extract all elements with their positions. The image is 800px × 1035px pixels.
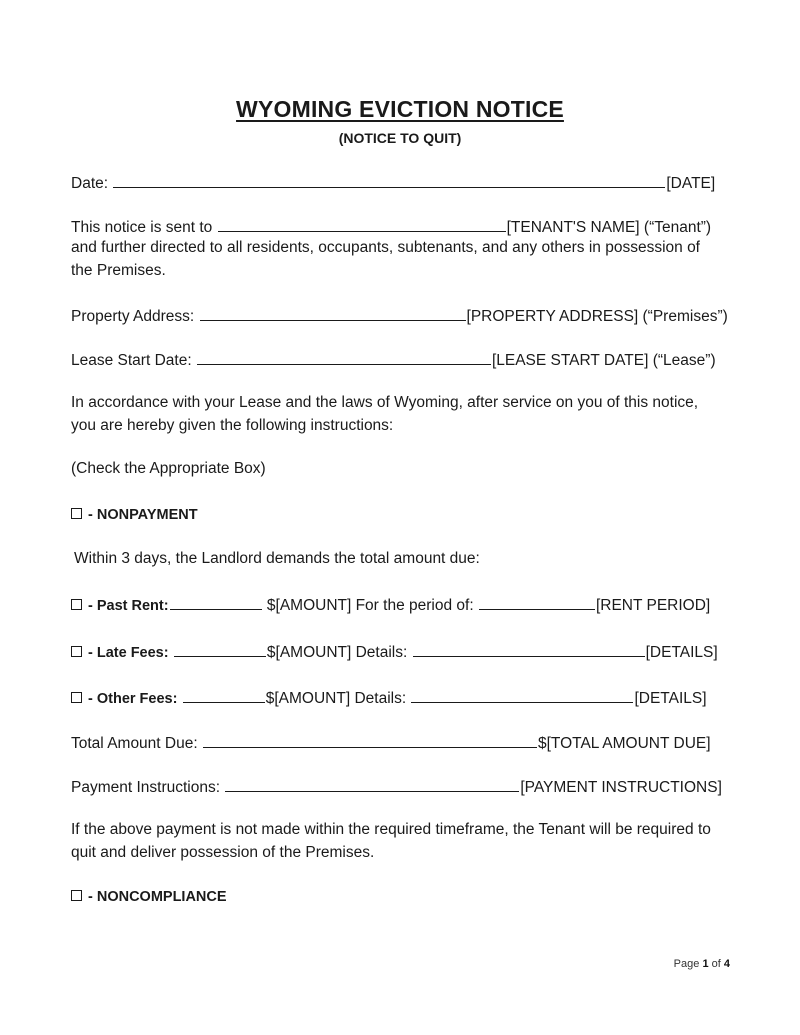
- late-fees-label: - Late Fees:: [88, 645, 169, 661]
- document-subtitle: (NOTICE TO QUIT): [338, 130, 462, 146]
- other-fees-blank[interactable]: [183, 686, 265, 703]
- total-due-line: [71, 731, 731, 755]
- lease-start-placeholder: [LEASE START DATE] (“Lease”): [491, 352, 716, 369]
- accordance-paragraph: In accordance with your Lease and the laws of Wyoming, after service on you of this notice, you are hereby given the following instructions:: [71, 394, 699, 434]
- page-number: [674, 958, 730, 970]
- page-total: 4: [723, 958, 730, 970]
- other-fees-checkbox[interactable]: [71, 692, 82, 703]
- late-fees-line: [71, 640, 731, 664]
- noncompliance-checkbox[interactable]: [71, 890, 82, 901]
- other-fees-label: - Other Fees:: [88, 691, 178, 707]
- other-fees-line: [71, 686, 731, 710]
- nonpayment-heading: [71, 504, 731, 526]
- late-fees-details-blank[interactable]: [413, 640, 645, 657]
- nonpayment-checkbox[interactable]: [71, 508, 82, 519]
- noncompliance-heading-text: - NONCOMPLIANCE: [88, 889, 227, 905]
- document-title: WYOMING EVICTION NOTICE: [236, 96, 564, 122]
- past-rent-amount: $[AMOUNT] For the period of:: [266, 597, 474, 614]
- past-rent-line: [71, 593, 731, 617]
- total-due-label: Total Amount Due:: [71, 735, 198, 752]
- date-placeholder: [DATE]: [666, 175, 716, 192]
- rent-period-blank[interactable]: [479, 593, 595, 610]
- tenant-continuation: and further directed to all residents, occupants, subtenants, and any others in possession of the Premises.: [71, 239, 700, 279]
- late-fees-placeholder: [DETAILS]: [645, 644, 718, 661]
- rent-period-placeholder: [RENT PERIOD]: [595, 597, 711, 614]
- tenant-placeholder: [TENANT'S NAME] (“Tenant”): [506, 219, 712, 236]
- payment-instructions-label: Payment Instructions:: [71, 779, 221, 796]
- late-fees-blank[interactable]: [174, 640, 266, 657]
- other-fees-details-blank[interactable]: [411, 686, 633, 703]
- tenant-line: [71, 215, 731, 239]
- lease-start-line: [71, 348, 731, 372]
- property-address-blank[interactable]: [200, 304, 466, 321]
- page-current: 1: [702, 958, 709, 970]
- property-address-label: Property Address:: [71, 308, 195, 325]
- property-address-line: [71, 304, 731, 328]
- date-line: [71, 171, 731, 195]
- page-of-word: of: [711, 958, 721, 970]
- tenant-name-blank[interactable]: [218, 215, 506, 232]
- total-due-blank[interactable]: [203, 731, 537, 748]
- page-word: Page: [673, 958, 700, 970]
- consequence-paragraph: If the above payment is not made within the required timeframe, the Tenant will be required to quit and deliver possession of the Premises.: [71, 821, 711, 861]
- date-label: Date:: [71, 175, 109, 192]
- payment-instructions-line: [71, 775, 731, 799]
- past-rent-label: - Past Rent:: [88, 598, 169, 614]
- nonpayment-heading-text: - NONPAYMENT: [88, 507, 198, 523]
- demand-text: Within 3 days, the Landlord demands the total amount due:: [74, 550, 480, 567]
- noncompliance-heading: [71, 886, 731, 908]
- late-fees-checkbox[interactable]: [71, 646, 82, 657]
- past-rent-checkbox[interactable]: [71, 599, 82, 610]
- lease-start-label: Lease Start Date:: [71, 352, 192, 369]
- total-due-placeholder: $[TOTAL AMOUNT DUE]: [537, 735, 711, 752]
- lease-start-blank[interactable]: [197, 348, 491, 365]
- payment-instructions-placeholder: [PAYMENT INSTRUCTIONS]: [520, 779, 722, 796]
- late-fees-amount: $[AMOUNT] Details:: [266, 644, 408, 661]
- other-fees-placeholder: [DETAILS]: [634, 690, 707, 707]
- tenant-prefix: This notice is sent to: [71, 219, 213, 236]
- property-address-placeholder: [PROPERTY ADDRESS] (“Premises”): [466, 308, 728, 325]
- payment-instructions-blank[interactable]: [225, 775, 519, 792]
- other-fees-amount: $[AMOUNT] Details:: [265, 690, 407, 707]
- past-rent-blank[interactable]: [170, 593, 262, 610]
- check-instruction: (Check the Appropriate Box): [71, 460, 266, 477]
- date-blank[interactable]: [113, 171, 665, 188]
